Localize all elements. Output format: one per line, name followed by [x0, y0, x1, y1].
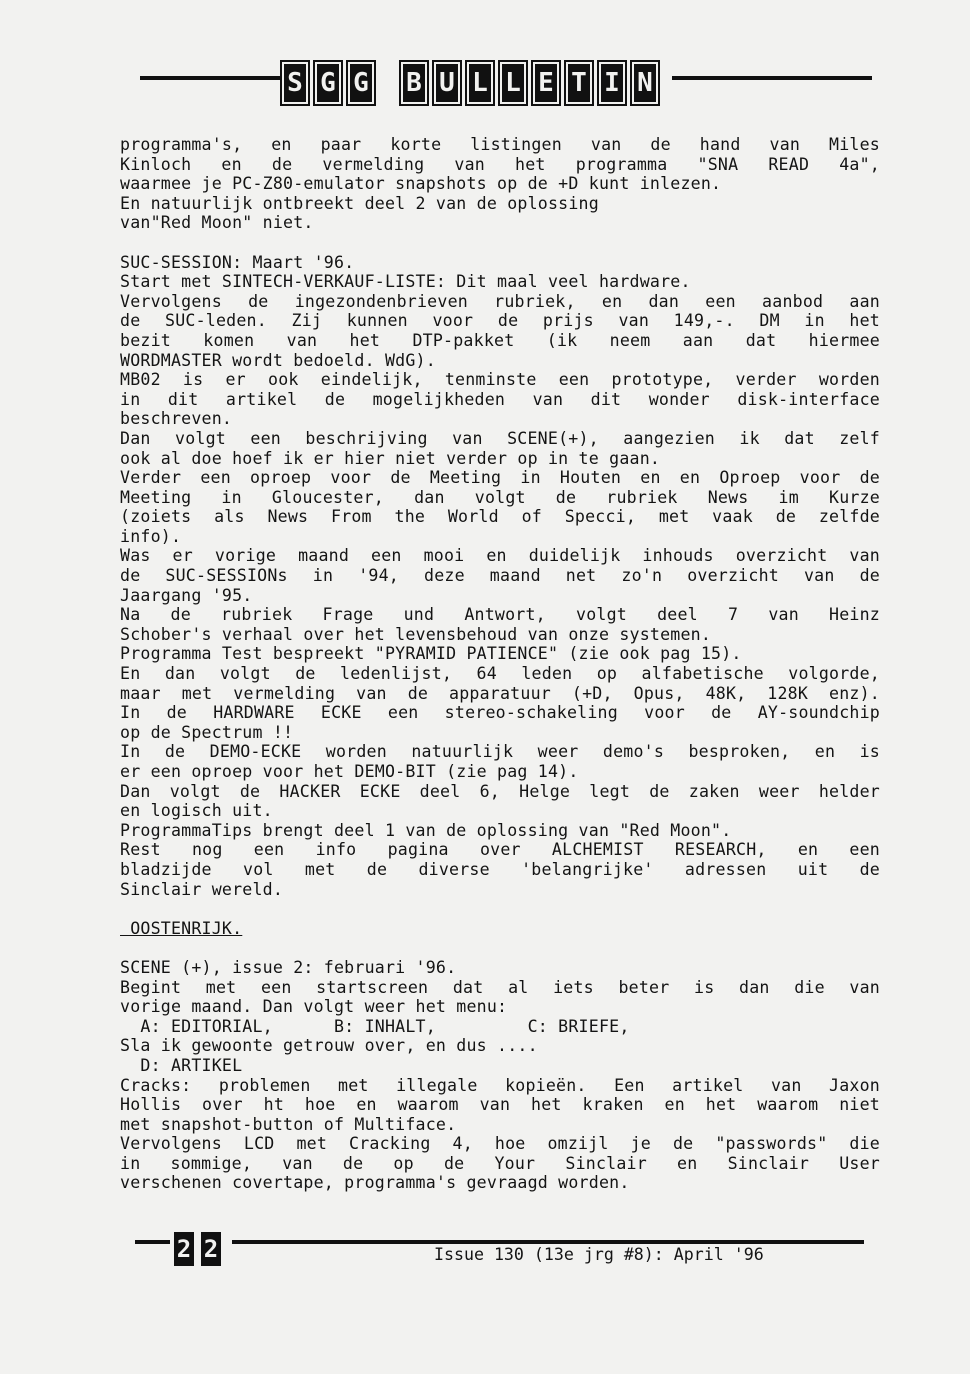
logo-letter: L [465, 60, 495, 106]
text-line: SCENE (+), issue 2: februari '96. [120, 957, 457, 977]
text-line: programma's, en paar korte listingen van de hand van Miles [120, 135, 880, 154]
text-line: In de DEMO-ECKE worden natuurlijk weer demo's besproken, en is [120, 742, 880, 762]
text-line: Cracks: problemen met illegale kopieën. Een artikel van Jaxon [120, 1075, 880, 1095]
sgg-bulletin-logo [280, 58, 663, 108]
text-line: de SUC-leden. Zij kunnen voor de prijs van 149,-. DM in het [120, 311, 880, 331]
text-line: En natuurlijk ontbreekt deel 2 van de oplossing [120, 193, 599, 213]
text-line: vorige maand. Dan volgt weer het menu: [120, 997, 508, 1017]
text-line: Was er vorige maand een mooi en duidelijk inhouds overzicht van [120, 546, 880, 566]
footer-rule-right [232, 1240, 864, 1244]
text-line: Vervolgens de ingezondenbrieven rubriek, en dan een aanbod aan [120, 291, 880, 311]
text-line: maar met vermelding van de apparatuur (+D, Opus, 48K, 128K enz). [120, 683, 880, 703]
article-body [120, 135, 880, 1193]
text-line: met snapshot-button of Multiface. [120, 1114, 457, 1134]
issue-line: Issue 130 (13e jrg #8): April '96 [434, 1245, 764, 1264]
text-line: A: EDITORIAL, B: INHALT, C: BRIEFE, [120, 1016, 630, 1036]
text-line: Sla ik gewoonte getrouw over, en dus .... [120, 1036, 538, 1056]
text-line: Na de rubriek Frage und Antwort, volgt deel 7 van Heinz [120, 605, 880, 625]
logo-letter: B [399, 60, 429, 106]
logo-letter: N [630, 60, 660, 106]
text-line: SUC-SESSION: Maart '96. [120, 252, 355, 272]
text-line: In de HARDWARE ECKE een stereo-schakeling voor de AY-soundchip [120, 703, 880, 723]
logo-letter: G [313, 60, 343, 106]
text-line: Sinclair wereld. [120, 879, 284, 899]
logo-letter: U [432, 60, 462, 106]
text-line: Hollis over ht hoe en waarom van het kraken en het waarom niet [120, 1095, 880, 1115]
text-line: (zoiets als News From the World of Specci, met vaak de zelfde [120, 507, 880, 527]
text-line: ProgrammaTips brengt deel 1 van de oplossing van "Red Moon". [120, 820, 732, 840]
text-line: van"Red Moon" niet. [120, 213, 314, 233]
text-line: Rest nog een info pagina over ALCHEMIST RESEARCH, en een [120, 840, 880, 860]
text-line: er een oproep voor het DEMO-BIT (zie pag 14). [120, 762, 579, 781]
blank-line [120, 233, 880, 253]
page-number-digit: 2 [172, 1230, 196, 1268]
text-line: info). [120, 526, 182, 546]
blank-line [120, 899, 880, 919]
logo-letter: T [564, 60, 594, 106]
text-line: Vervolgens LCD met Cracking 4, hoe omzijl je de "passwords" die [120, 1134, 880, 1154]
text-line: Dan volgt een beschrijving van SCENE(+), aangezien ik dat zelf [120, 428, 880, 448]
text-line: D: ARTIKEL [120, 1055, 243, 1075]
text-line: de SUC-SESSIONs in '94, deze maand net zo'n overzicht van de [120, 566, 880, 586]
logo-letter: E [531, 60, 561, 106]
text-line: Meeting in Gloucester, dan volgt de rubriek News im Kurze [120, 487, 880, 507]
logo-letter: L [498, 60, 528, 106]
header-rule-left [140, 76, 280, 80]
page-number [172, 1230, 226, 1268]
text-line: beschreven. [120, 409, 233, 429]
text-line: Kinloch en de vermelding van het programma "SNA READ 4a", [120, 154, 880, 174]
text-line: Verder een oproep voor de Meeting in Houten en en Oproep voor de [120, 468, 880, 488]
header-rule-right [672, 76, 872, 80]
logo-letter: I [597, 60, 627, 106]
text-line: Dan volgt de HACKER ECKE deel 6, Helge legt de zaken weer helder [120, 781, 880, 801]
text-line: Jaargang '95. [120, 585, 253, 605]
text-line: Programma Test bespreekt "PYRAMID PATIENCE" (zie ook pag 15). [120, 644, 742, 664]
text-line: MB02 is er ook eindelijk, tenminste een prototype, verder worden [120, 370, 880, 390]
logo-letter: S [280, 60, 310, 106]
text-line: op de Spectrum !! [120, 722, 294, 742]
text-line: En dan volgt de ledenlijst, 64 leden op alfabetische volgorde, [120, 664, 880, 684]
text-line: waarmee je PC-Z80-emulator snapshots op de +D kunt inlezen. [120, 174, 722, 194]
text-line: bladzijde vol met de diverse 'belangrijke' adressen uit de [120, 859, 880, 879]
footer-rule-left [135, 1240, 170, 1244]
section-heading: OOSTENRIJK. [120, 918, 243, 938]
text-line: en logisch uit. [120, 801, 273, 821]
text-line: verschenen covertape, programma's gevraagd worden. [120, 1173, 630, 1193]
text-line: Start met SINTECH-VERKAUF-LISTE: Dit maal veel hardware. [120, 272, 691, 292]
logo-letter: G [346, 60, 376, 106]
page-number-digit: 2 [199, 1230, 223, 1268]
text-line: bezit komen van het DTP-pakket (ik neem aan dat hiermee [120, 330, 880, 350]
text-line: Begint met een startscreen dat al iets beter is dan die van [120, 977, 880, 997]
text-line: ook al doe hoef ik er hier niet verder op in te gaan. [120, 448, 661, 468]
text-line: in dit artikel de mogelijkheden van dit wonder disk-interface [120, 389, 880, 409]
blank-line [120, 938, 880, 958]
text-line: Schober's verhaal over het levensbehoud van onze systemen. [120, 624, 712, 644]
text-line: WORDMASTER wordt bedoeld. WdG). [120, 350, 436, 370]
text-line: in sommige, van de op de Your Sinclair en Sinclair User [120, 1153, 880, 1173]
